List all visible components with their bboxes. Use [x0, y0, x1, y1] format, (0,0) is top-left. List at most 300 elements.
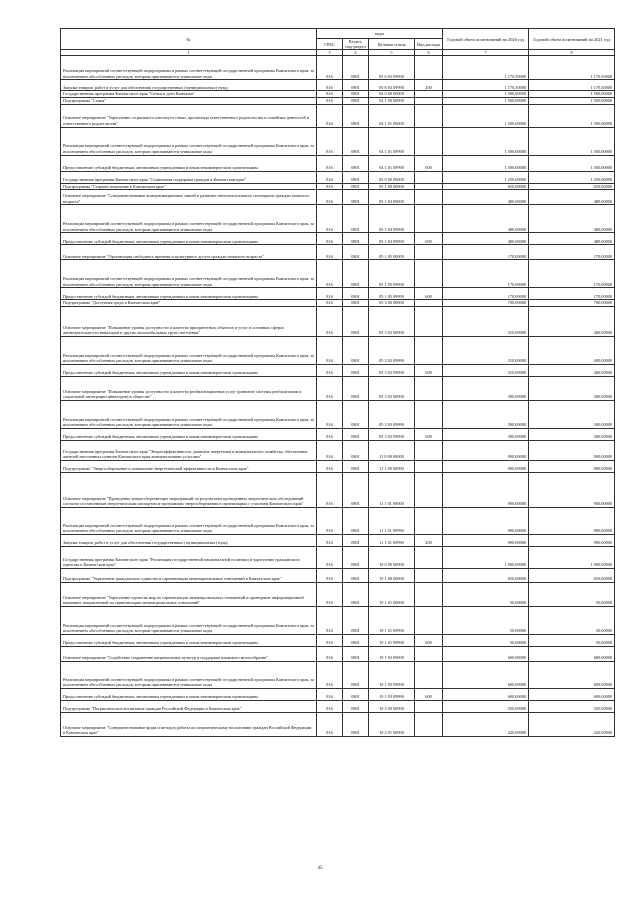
column-number: 4 [343, 50, 369, 56]
row-grbs: 816 [317, 546, 343, 568]
row-amount-2021: 170,00000 [529, 260, 615, 288]
row-name: Реализация мероприятий соответствующей подпрограммы в рамках соответствующей государственной программы Камчатского края, за исключением обособленных расходов, которым присваиваются уникальные коды [61, 661, 317, 688]
row-target-code: 19 0 00 00000 [369, 546, 415, 568]
row-amount-2020: 900,00000 [443, 534, 529, 546]
row-amount-2020: 1 170,50000 [443, 56, 529, 80]
row-expense-type [415, 440, 443, 460]
row-name: Реализация мероприятий соответствующей подпрограммы в рамках соответствующей государственной программы Камчатского края, за исключением обособленных расходов, которым присваиваются уникальные коды [61, 336, 317, 364]
row-expense-type [415, 56, 443, 80]
column-number: 8 [529, 50, 615, 56]
row-grbs: 816 [317, 568, 343, 582]
row-target-code: 04 1 00 00000 [369, 98, 415, 105]
row-grbs: 816 [317, 646, 343, 661]
row-amount-2020: 1 170,50000 [443, 80, 529, 91]
row-grbs: 816 [317, 104, 343, 127]
row-amount-2021: 650,00000 [529, 183, 615, 190]
row-amount-2021: 1 250,00000 [529, 171, 615, 183]
row-section: 0801 [343, 56, 369, 80]
row-expense-type: 600 [415, 233, 443, 245]
row-expense-type: 600 [415, 364, 443, 376]
row-expense-type [415, 336, 443, 364]
row-target-code: 11 1 00 00000 [369, 460, 415, 472]
row-target-code: 04 1 01 09990 [369, 155, 415, 171]
row-name: Подпрограмма "Семья" [61, 98, 317, 105]
row-section: 0801 [343, 171, 369, 183]
row-amount-2020: 480,00000 [443, 233, 529, 245]
row-expense-type [415, 400, 443, 428]
row-section: 0801 [343, 306, 369, 336]
row-name: Предоставление субсидий бюджетным, автономным учреждениям и иным некоммерческим организациям [61, 155, 317, 171]
row-amount-2020: 600,00000 [443, 661, 529, 688]
row-expense-type [415, 582, 443, 606]
row-amount-2020: 900,00000 [443, 440, 529, 460]
row-amount-2021: 400,00000 [529, 336, 615, 364]
column-number: 7 [443, 50, 529, 56]
row-amount-2020: 900,00000 [443, 472, 529, 507]
row-name: Основное мероприятие "Совершенствование коммуникационных связей и развитие интеллектуального потенциала граждан пожилого возраста" [61, 190, 317, 205]
row-expense-type: 600 [415, 688, 443, 700]
header-grbs: ГРБС [317, 39, 343, 50]
row-grbs: 816 [317, 634, 343, 646]
row-section: 0801 [343, 568, 369, 582]
row-grbs: 816 [317, 80, 343, 91]
budget-table [60, 28, 615, 737]
row-section: 0801 [343, 364, 369, 376]
row-amount-2020: 1 500,00000 [443, 98, 529, 105]
table-row [61, 91, 615, 98]
table-row [61, 104, 615, 127]
table-row [61, 606, 615, 634]
row-section: 0801 [343, 688, 369, 700]
row-target-code: 05 1 05 00000 [369, 245, 415, 260]
row-grbs: 816 [317, 661, 343, 688]
row-amount-2021: 300,00000 [529, 428, 615, 440]
table-row [61, 56, 615, 80]
row-grbs: 816 [317, 582, 343, 606]
row-name: Подпрограмма "Патриотическое воспитание граждан Российской Федерации в Камчатском крае" [61, 700, 317, 712]
table-row [61, 646, 615, 661]
row-name: Реализация мероприятий соответствующей подпрограммы в рамках соответствующей государственной программы Камчатского края, за исключением обособленных расходов, которым присваиваются уникальные коды [61, 127, 317, 155]
row-name: Основное мероприятие "Укрепление социального института семьи, пропаганда ответственного родительства и семейных ценностей и ответственного родительства" [61, 104, 317, 127]
row-section: 0801 [343, 606, 369, 634]
row-amount-2021: 1 170,50000 [529, 80, 615, 91]
row-amount-2020: 310,00000 [443, 306, 529, 336]
row-section: 0801 [343, 376, 369, 400]
row-name: Предоставление субсидий бюджетным, автономным учреждениям и иным некоммерческим организациям [61, 634, 317, 646]
row-name: Государственная программа Камчатского края "Энергоэффективность, развитие энергетики и коммунального хозяйства, обеспечение жителей населенных пунктов Камчатского края коммунальными услугами" [61, 440, 317, 460]
row-amount-2020: 480,00000 [443, 190, 529, 205]
row-amount-2020: 390,00000 [443, 376, 529, 400]
row-name: Реализация мероприятий соответствующей подпрограммы в рамках соответствующей государственной программы Камчатского края, за исключением обособленных расходов, которым присваиваются уникальные коды [61, 56, 317, 80]
row-amount-2021: 400,00000 [529, 306, 615, 336]
header-2021: Годовой объем ассигнований на 2021 год [529, 29, 615, 50]
table-row [61, 171, 615, 183]
row-amount-2021: 300,00000 [529, 400, 615, 428]
row-target-code: 19 1 01 00000 [369, 582, 415, 606]
row-target-code: 05 6 03 09990 [369, 80, 415, 91]
table-row [61, 568, 615, 582]
row-name: Реализация мероприятий соответствующей подпрограммы в рамках соответствующей государственной программы Камчатского края, за исключением обособленных расходов, которым присваиваются уникальные коды [61, 205, 317, 233]
row-target-code: 05 3 00 00000 [369, 300, 415, 307]
row-target-code: 11 1 01 00000 [369, 472, 415, 507]
table-row [61, 460, 615, 472]
table-row [61, 534, 615, 546]
row-name: Основное мероприятие "Повышение уровня доступности и качества реабилитационных услуг (развитие системы реабилитации и социальной интеграции инвалидов) в обществе" [61, 376, 317, 400]
row-name: Предоставление субсидий бюджетным, автономным учреждениям и иным некоммерческим организациям [61, 364, 317, 376]
row-amount-2020: 310,00000 [443, 336, 529, 364]
row-amount-2021: 170,00000 [529, 288, 615, 300]
row-expense-type [415, 245, 443, 260]
row-amount-2020: 650,00000 [443, 568, 529, 582]
row-name: Основное мероприятие "Содействие сохранению национальных культур и поддержка языкового многообразия" [61, 646, 317, 661]
row-expense-type [415, 546, 443, 568]
row-expense-type [415, 606, 443, 634]
row-grbs: 816 [317, 288, 343, 300]
row-grbs: 816 [317, 688, 343, 700]
row-target-code: 05 1 04 00000 [369, 190, 415, 205]
table-row [61, 700, 615, 712]
table-row [61, 155, 615, 171]
row-section: 0801 [343, 507, 369, 534]
row-name: Основное мероприятие "Совершенствование форм и методов работы по патриотическому воспитанию граждан Российской Федерации в Камчатском крае" [61, 712, 317, 736]
row-expense-type [415, 205, 443, 233]
header-number: № [61, 29, 317, 50]
row-amount-2020: 50,00000 [443, 582, 529, 606]
row-name: Основное мероприятие "Проведение энергосберегающих мероприятий по результатам проведенных энергетических обследований согласно составленным энергетическим паспортам и программам энергосбережения в организациях с участием Камчатского края" [61, 472, 317, 507]
row-expense-type [415, 260, 443, 288]
row-target-code: 19 2 01 00000 [369, 712, 415, 736]
row-target-code: 05 3 02 09990 [369, 364, 415, 376]
row-grbs: 816 [317, 91, 343, 98]
table-header [61, 29, 615, 56]
row-expense-type [415, 190, 443, 205]
row-expense-type [415, 712, 443, 736]
table-row [61, 260, 615, 288]
row-amount-2021: 50,00000 [529, 582, 615, 606]
row-amount-2021: 400,00000 [529, 364, 615, 376]
table-row [61, 507, 615, 534]
row-amount-2020: 390,00000 [443, 400, 529, 428]
row-expense-type [415, 300, 443, 307]
row-amount-2021: 650,00000 [529, 568, 615, 582]
row-expense-type [415, 183, 443, 190]
row-amount-2021: 220,00000 [529, 712, 615, 736]
page-number: 45 [317, 866, 323, 871]
row-grbs: 816 [317, 364, 343, 376]
row-grbs: 816 [317, 205, 343, 233]
row-section: 0801 [343, 98, 369, 105]
row-name: Основное мероприятие "Организация свободного времени и культурного досуга граждан пожилого возраста" [61, 245, 317, 260]
row-amount-2020: 1 500,00000 [443, 127, 529, 155]
row-name: Предоставление субсидий бюджетным, автономным учреждениям и иным некоммерческим организациям [61, 688, 317, 700]
row-name: Реализация мероприятий соответствующей подпрограммы в рамках соответствующей государственной программы Камчатского края, за исключением обособленных расходов, которым присваиваются уникальные коды [61, 400, 317, 428]
row-name: Закупка товаров, работ и услуг для обеспечения государственных (муниципальных) нужд [61, 80, 317, 91]
row-amount-2021: 600,00000 [529, 646, 615, 661]
row-amount-2020: 1 500,00000 [443, 91, 529, 98]
row-amount-2021: 600,00000 [529, 688, 615, 700]
column-number: 6 [415, 50, 443, 56]
row-amount-2021: 900,00000 [529, 472, 615, 507]
row-section: 0801 [343, 646, 369, 661]
row-grbs: 816 [317, 700, 343, 712]
row-amount-2021: 900,00000 [529, 440, 615, 460]
row-name: Подпрограмма "Старшее поколение в Камчатском крае" [61, 183, 317, 190]
row-target-code: 05 1 05 09990 [369, 288, 415, 300]
table-row [61, 688, 615, 700]
row-section: 0801 [343, 288, 369, 300]
row-name: Государственная программа Камчатского края "Социальная поддержка граждан в Камчатском крае" [61, 171, 317, 183]
row-grbs: 816 [317, 300, 343, 307]
row-grbs: 816 [317, 98, 343, 105]
row-section: 0801 [343, 534, 369, 546]
column-number: 1 [61, 50, 317, 56]
row-grbs: 816 [317, 507, 343, 534]
row-expense-type [415, 127, 443, 155]
row-expense-type [415, 376, 443, 400]
table-row [61, 364, 615, 376]
row-amount-2021: 1 500,00000 [529, 104, 615, 127]
row-expense-type: 200 [415, 80, 443, 91]
row-target-code: 05 1 04 09990 [369, 205, 415, 233]
table-row [61, 245, 615, 260]
row-amount-2020: 600,00000 [443, 646, 529, 661]
row-section: 0801 [343, 300, 369, 307]
table-row [61, 428, 615, 440]
row-expense-type [415, 98, 443, 105]
row-amount-2020: 50,00000 [443, 606, 529, 634]
table-row [61, 183, 615, 190]
row-amount-2021: 480,00000 [529, 190, 615, 205]
row-amount-2020: 220,00000 [443, 712, 529, 736]
row-expense-type [415, 472, 443, 507]
row-target-code: 19 1 03 09990 [369, 688, 415, 700]
row-section: 0801 [343, 233, 369, 245]
row-section: 0801 [343, 336, 369, 364]
row-amount-2021: 900,00000 [529, 460, 615, 472]
row-target-code: 05 1 05 09990 [369, 260, 415, 288]
row-target-code: 05 3 02 00000 [369, 306, 415, 336]
row-amount-2020: 1 500,00000 [443, 155, 529, 171]
row-target-code: 19 1 01 09990 [369, 634, 415, 646]
table-row [61, 634, 615, 646]
row-amount-2020: 310,00000 [443, 364, 529, 376]
row-section: 0801 [343, 245, 369, 260]
row-target-code: 05 3 03 09990 [369, 400, 415, 428]
row-amount-2020: 900,00000 [443, 507, 529, 534]
row-expense-type [415, 568, 443, 582]
row-amount-2020: 1 500,00000 [443, 104, 529, 127]
row-target-code: 05 3 02 09990 [369, 336, 415, 364]
row-name: Государственная программа Камчатского края "Семья и дети Камчатки" [61, 91, 317, 98]
row-target-code: 05 1 00 00000 [369, 183, 415, 190]
row-section: 0801 [343, 712, 369, 736]
row-section: 0801 [343, 661, 369, 688]
table-row [61, 300, 615, 307]
row-section: 0801 [343, 190, 369, 205]
table-row [61, 546, 615, 568]
row-section: 0801 [343, 400, 369, 428]
row-section: 0801 [343, 183, 369, 190]
row-name: Государственная программа Камчатского края "Реализация государственной национальной политики и укрепление гражданского единства в Камчатском крае" [61, 546, 317, 568]
row-target-code: 05 6 03 09990 [369, 56, 415, 80]
row-grbs: 816 [317, 428, 343, 440]
row-section: 0801 [343, 634, 369, 646]
row-expense-type [415, 171, 443, 183]
row-target-code: 19 2 00 00000 [369, 700, 415, 712]
row-target-code: 19 1 03 09990 [369, 661, 415, 688]
row-grbs: 816 [317, 534, 343, 546]
row-expense-type: 600 [415, 288, 443, 300]
table-row [61, 582, 615, 606]
row-amount-2020: 1 000,00000 [443, 546, 529, 568]
row-target-code: 19 1 00 00000 [369, 568, 415, 582]
row-grbs: 816 [317, 245, 343, 260]
row-grbs: 816 [317, 127, 343, 155]
table-row [61, 661, 615, 688]
row-target-code: 11 0 00 00000 [369, 440, 415, 460]
table-row [61, 336, 615, 364]
row-amount-2021: 1 170,50000 [529, 56, 615, 80]
row-amount-2020: 50,00000 [443, 634, 529, 646]
row-section: 0801 [343, 440, 369, 460]
row-expense-type [415, 646, 443, 661]
row-target-code: 04 1 01 09990 [369, 127, 415, 155]
table-row [61, 205, 615, 233]
row-expense-type: 600 [415, 634, 443, 646]
row-section: 0801 [343, 582, 369, 606]
row-target-code: 11 1 01 09990 [369, 534, 415, 546]
row-amount-2021: 50,00000 [529, 606, 615, 634]
row-grbs: 816 [317, 260, 343, 288]
row-section: 0801 [343, 127, 369, 155]
row-amount-2021: 1 500,00000 [529, 155, 615, 171]
row-section: 0801 [343, 260, 369, 288]
row-amount-2020: 650,00000 [443, 183, 529, 190]
row-name: Реализация мероприятий соответствующей подпрограммы в рамках соответствующей государственной программы Камчатского края, за исключением обособленных расходов, которым присваиваются уникальные коды [61, 507, 317, 534]
row-expense-type: 200 [415, 534, 443, 546]
table-row [61, 80, 615, 91]
column-number: 5 [369, 50, 415, 56]
row-amount-2021: 50,00000 [529, 634, 615, 646]
row-amount-2021: 480,00000 [529, 205, 615, 233]
row-name: Подпрограмма "Укрепление гражданского единства и гармонизация межнациональных отношений в Камчатском крае" [61, 568, 317, 582]
row-section: 0801 [343, 546, 369, 568]
row-amount-2020: 480,00000 [443, 205, 529, 233]
row-expense-type [415, 700, 443, 712]
row-expense-type: 600 [415, 428, 443, 440]
row-target-code: 04 0 00 00000 [369, 91, 415, 98]
header-2020: Годовой объем ассигнований на 2020 год [443, 29, 529, 50]
row-expense-type: 600 [415, 155, 443, 171]
table-row [61, 127, 615, 155]
row-grbs: 816 [317, 336, 343, 364]
row-expense-type [415, 507, 443, 534]
row-grbs: 816 [317, 460, 343, 472]
table-row [61, 288, 615, 300]
row-target-code: 05 1 04 09990 [369, 233, 415, 245]
row-amount-2021: 350,00000 [529, 700, 615, 712]
row-section: 0801 [343, 104, 369, 127]
row-amount-2021: 1 500,00000 [529, 127, 615, 155]
row-expense-type [415, 661, 443, 688]
row-expense-type [415, 91, 443, 98]
row-amount-2020: 900,00000 [443, 460, 529, 472]
table-row [61, 98, 615, 105]
row-amount-2021: 1 000,00000 [529, 546, 615, 568]
row-section: 0801 [343, 460, 369, 472]
row-name: Подпрограмма "Энергосбережение и повышение энергетической эффективности в Камчатском крае" [61, 460, 317, 472]
table-row [61, 190, 615, 205]
column-number: 3 [317, 50, 343, 56]
row-grbs: 816 [317, 712, 343, 736]
row-grbs: 816 [317, 376, 343, 400]
row-name: Предоставление субсидий бюджетным, автономным учреждениям и иным некоммерческим организациям [61, 428, 317, 440]
row-expense-type [415, 306, 443, 336]
row-section: 0801 [343, 205, 369, 233]
table-row [61, 472, 615, 507]
row-amount-2021: 900,00000 [529, 507, 615, 534]
row-name: Основное мероприятие "Укрепление единства мир по гармонизации межнациональных отношений и проведение информационной кампании, направленной на гармонизацию межнациональных отношений" [61, 582, 317, 606]
row-section: 0801 [343, 155, 369, 171]
row-amount-2020: 350,00000 [443, 700, 529, 712]
row-amount-2020: 170,00000 [443, 245, 529, 260]
row-amount-2021: 700,00000 [529, 300, 615, 307]
table-row [61, 440, 615, 460]
row-grbs: 816 [317, 400, 343, 428]
row-section: 0801 [343, 472, 369, 507]
table-row [61, 306, 615, 336]
row-grbs: 816 [317, 183, 343, 190]
table-body [61, 56, 615, 736]
row-target-code: 19 1 01 09990 [369, 606, 415, 634]
table-row [61, 233, 615, 245]
row-grbs: 816 [317, 306, 343, 336]
row-grbs: 816 [317, 155, 343, 171]
row-grbs: 816 [317, 440, 343, 460]
row-amount-2021: 1 500,00000 [529, 98, 615, 105]
table-row [61, 712, 615, 736]
row-name: Реализация мероприятий соответствующей подпрограммы в рамках соответствующей государственной программы Камчатского края, за исключением обособленных расходов, которым присваиваются уникальные коды [61, 260, 317, 288]
row-section: 0801 [343, 700, 369, 712]
row-target-code: 04 1 01 00000 [369, 104, 415, 127]
row-amount-2020: 600,00000 [443, 688, 529, 700]
row-name: Предоставление субсидий бюджетным, автономным учреждениям и иным некоммерческим организациям [61, 233, 317, 245]
row-grbs: 816 [317, 190, 343, 205]
row-grbs: 816 [317, 472, 343, 507]
row-section: 0801 [343, 428, 369, 440]
row-name: Подпрограмма "Доступная среда в Камчатском крае" [61, 300, 317, 307]
row-target-code: 05 3 03 00000 [369, 376, 415, 400]
row-amount-2021: 300,00000 [529, 376, 615, 400]
row-amount-2021: 600,00000 [529, 661, 615, 688]
row-amount-2020: 170,00000 [443, 288, 529, 300]
row-section: 0801 [343, 80, 369, 91]
row-section: 0801 [343, 91, 369, 98]
row-expense-type [415, 104, 443, 127]
row-name: Основное мероприятие "Повышение уровня доступности и качества приоритетных объектов и услуг в основных сферах жизнедеятельности инвалидов и других маломобильных групп населения" [61, 306, 317, 336]
row-name: Реализация мероприятий соответствующей подпрограммы в рамках соответствующей государственной программы Камчатского края, за исключением обособленных расходов, которым присваиваются уникальные коды [61, 606, 317, 634]
table-row [61, 400, 615, 428]
row-grbs: 816 [317, 171, 343, 183]
row-grbs: 816 [317, 56, 343, 80]
row-target-code: 05 3 03 09990 [369, 428, 415, 440]
row-expense-type [415, 460, 443, 472]
row-name: Предоставление субсидий бюджетным, автономным учреждениям и иным некоммерческим организациям [61, 288, 317, 300]
table-row [61, 376, 615, 400]
row-name: Закупка товаров, работ и услуг для обеспечения государственных (муниципальных) нужд [61, 534, 317, 546]
row-amount-2020: 1 250,00000 [443, 171, 529, 183]
row-target-code: 05 0 00 00000 [369, 171, 415, 183]
